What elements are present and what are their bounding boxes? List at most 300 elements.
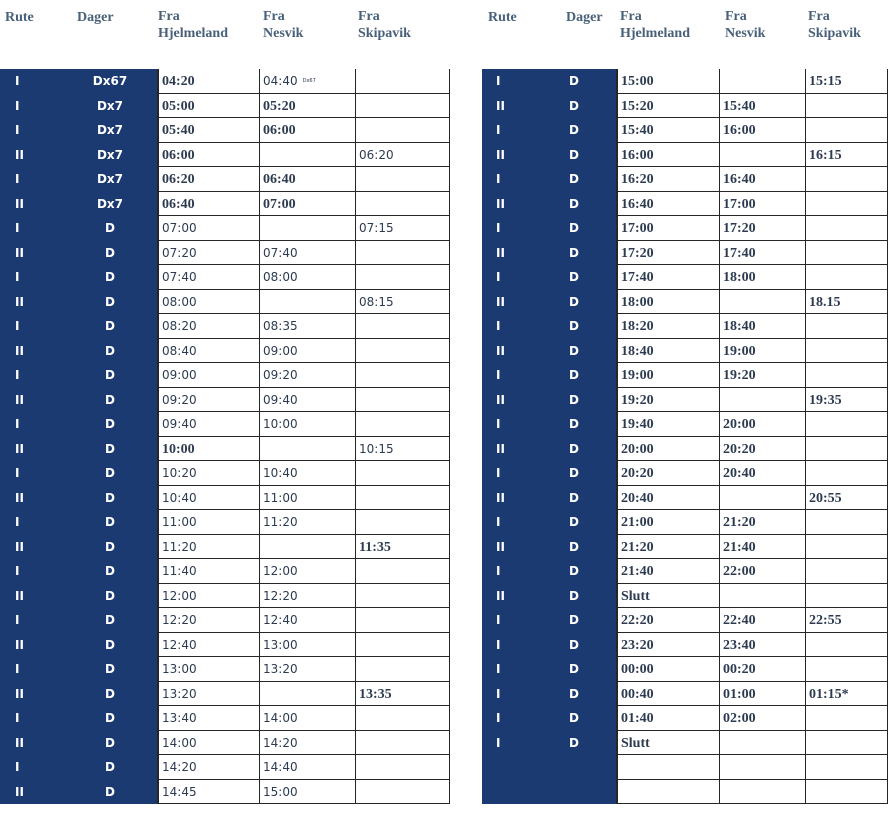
hjelmeland-cell bbox=[157, 706, 259, 731]
nesvik-cell bbox=[259, 486, 355, 511]
skipavik-cell bbox=[355, 69, 450, 94]
dager-value: D bbox=[569, 123, 579, 137]
rute-value: II bbox=[496, 294, 505, 309]
dager-value: D bbox=[569, 417, 579, 431]
nesvik-cell bbox=[259, 363, 355, 388]
hjelmeland-time: 13:20 bbox=[162, 686, 197, 701]
hjelmeland-cell bbox=[157, 118, 259, 143]
hjelmeland-cell bbox=[616, 118, 719, 143]
rute-value: I bbox=[15, 760, 20, 774]
skipavik-cell bbox=[805, 118, 888, 143]
hjelmeland-time: 21:40 bbox=[621, 564, 654, 579]
hjelmeland-cell bbox=[157, 265, 259, 290]
hjelmeland-time: 04:20 bbox=[162, 74, 195, 89]
skipavik-cell bbox=[355, 461, 450, 486]
header-rute: Rute bbox=[488, 10, 517, 25]
hjelmeland-time: 19:20 bbox=[621, 392, 654, 408]
skipavik-time: 18.15 bbox=[809, 294, 841, 310]
nesvik-cell bbox=[719, 167, 805, 192]
dager-value: D bbox=[569, 319, 579, 333]
rute-value: I bbox=[15, 368, 20, 382]
nesvik-time: 14:00 bbox=[263, 711, 298, 725]
nesvik-time: 09:00 bbox=[263, 343, 298, 358]
hjelmeland-time: 17:40 bbox=[621, 270, 654, 285]
hjelmeland-cell bbox=[157, 486, 259, 511]
dager-value: D bbox=[569, 490, 579, 505]
nesvik-cell bbox=[719, 780, 805, 805]
hjelmeland-time: 00:40 bbox=[621, 686, 654, 702]
skipavik-cell bbox=[805, 363, 888, 388]
rute-value: I bbox=[15, 74, 20, 88]
rute-value: I bbox=[496, 74, 501, 88]
hjelmeland-time: Slutt bbox=[621, 735, 650, 751]
dager-value: D bbox=[569, 613, 579, 627]
dager-value: D bbox=[569, 539, 579, 554]
hjelmeland-time: 15:00 bbox=[621, 74, 654, 89]
hjelmeland-cell bbox=[616, 265, 719, 290]
nesvik-cell bbox=[259, 535, 355, 560]
hjelmeland-time: 05:00 bbox=[162, 98, 195, 114]
header-hjelmeland: Fra Hjelmeland bbox=[620, 9, 690, 41]
hjelmeland-time: 11:20 bbox=[162, 539, 197, 554]
skipavik-cell bbox=[355, 486, 450, 511]
rute-value: II bbox=[15, 147, 24, 162]
hjelmeland-time: 11:00 bbox=[162, 515, 197, 529]
dager-value: D bbox=[569, 466, 579, 480]
route-day-band bbox=[482, 755, 616, 780]
dager-value: Dx67 bbox=[92, 74, 128, 88]
skipavik-cell bbox=[355, 388, 450, 413]
hjelmeland-time: 08:40 bbox=[162, 343, 197, 358]
header-skipavik: Fra Skipavik bbox=[808, 9, 861, 41]
hjelmeland-time: 21:00 bbox=[621, 515, 654, 530]
dager-value: D bbox=[569, 441, 579, 456]
hjelmeland-cell bbox=[616, 192, 719, 217]
skipavik-cell bbox=[805, 731, 888, 756]
rute-value: II bbox=[496, 490, 505, 505]
header-hjelmeland: Fra Hjelmeland bbox=[158, 9, 228, 41]
hjelmeland-time: 19:00 bbox=[621, 368, 654, 383]
hjelmeland-cell bbox=[616, 167, 719, 192]
rute-value: I bbox=[15, 515, 20, 529]
dager-value: D bbox=[105, 294, 115, 309]
dager-value: D bbox=[105, 711, 115, 725]
dager-value: D bbox=[569, 172, 579, 186]
hjelmeland-time: 09:00 bbox=[162, 368, 197, 382]
hjelmeland-cell bbox=[616, 290, 719, 315]
nesvik-cell bbox=[719, 143, 805, 168]
skipavik-cell bbox=[355, 437, 450, 462]
hjelmeland-time: 07:00 bbox=[162, 221, 197, 235]
hjelmeland-cell bbox=[616, 461, 719, 486]
nesvik-time: 14:40 bbox=[263, 760, 298, 774]
header-dager: Dager bbox=[566, 10, 603, 25]
hjelmeland-time: 15:20 bbox=[621, 98, 654, 114]
skipavik-cell bbox=[355, 608, 450, 633]
nesvik-note: Dx67 bbox=[302, 78, 316, 84]
nesvik-time: 08:35 bbox=[263, 319, 298, 333]
nesvik-time: 23:40 bbox=[723, 637, 756, 653]
rute-value: I bbox=[15, 711, 20, 725]
hjelmeland-time: 21:20 bbox=[621, 539, 654, 555]
hjelmeland-time: 19:40 bbox=[621, 417, 654, 432]
skipavik-cell bbox=[355, 657, 450, 682]
hjelmeland-time: 07:20 bbox=[162, 245, 197, 260]
rute-value: I bbox=[496, 417, 501, 431]
nesvik-time: 02:00 bbox=[723, 711, 756, 726]
skipavik-cell bbox=[355, 706, 450, 731]
nesvik-cell bbox=[719, 94, 805, 119]
dager-value: D bbox=[569, 735, 579, 750]
skipavik-cell bbox=[805, 241, 888, 266]
hjelmeland-cell bbox=[616, 216, 719, 241]
nesvik-cell bbox=[719, 363, 805, 388]
hjelmeland-cell bbox=[157, 755, 259, 780]
skipavik-cell bbox=[355, 94, 450, 119]
hjelmeland-time: 14:00 bbox=[162, 735, 197, 750]
skipavik-time: 11:35 bbox=[359, 539, 391, 555]
hjelmeland-time: 14:20 bbox=[162, 760, 197, 774]
rute-value: I bbox=[15, 417, 20, 431]
hjelmeland-cell bbox=[157, 69, 259, 94]
hjelmeland-cell bbox=[157, 535, 259, 560]
dager-value: D bbox=[105, 637, 115, 652]
hjelmeland-cell bbox=[157, 216, 259, 241]
hjelmeland-time: 13:00 bbox=[162, 662, 197, 676]
hjelmeland-cell bbox=[616, 412, 719, 437]
nesvik-cell bbox=[719, 265, 805, 290]
hjelmeland-cell bbox=[616, 143, 719, 168]
skipavik-cell bbox=[805, 265, 888, 290]
dager-value: D bbox=[105, 417, 115, 431]
nesvik-cell bbox=[259, 216, 355, 241]
nesvik-cell bbox=[719, 69, 805, 94]
rute-value: I bbox=[496, 466, 501, 480]
skipavik-cell bbox=[805, 584, 888, 609]
skipavik-cell bbox=[805, 535, 888, 560]
nesvik-cell bbox=[259, 388, 355, 413]
dager-value: D bbox=[569, 147, 579, 162]
hjelmeland-cell bbox=[157, 388, 259, 413]
rute-value: I bbox=[15, 123, 20, 137]
nesvik-cell bbox=[719, 118, 805, 143]
rute-value: I bbox=[496, 270, 501, 284]
nesvik-cell bbox=[259, 241, 355, 266]
skipavik-cell bbox=[805, 94, 888, 119]
hjelmeland-cell bbox=[616, 731, 719, 756]
hjelmeland-cell bbox=[616, 584, 719, 609]
hjelmeland-time: 17:00 bbox=[621, 221, 654, 236]
skipavik-cell bbox=[355, 412, 450, 437]
rute-value: I bbox=[15, 466, 20, 480]
nesvik-time: 01:00 bbox=[723, 686, 756, 702]
rute-value: II bbox=[15, 490, 24, 505]
rute-value: I bbox=[496, 662, 501, 676]
hjelmeland-time: 05:40 bbox=[162, 123, 195, 138]
nesvik-cell bbox=[259, 706, 355, 731]
skipavik-cell bbox=[805, 167, 888, 192]
rute-value: I bbox=[15, 221, 20, 235]
hjelmeland-time: 09:40 bbox=[162, 417, 197, 431]
hjelmeland-time: 18:20 bbox=[621, 319, 654, 334]
nesvik-cell bbox=[259, 461, 355, 486]
rute-value: II bbox=[496, 147, 505, 162]
rute-value: II bbox=[15, 735, 24, 750]
header-nesvik: Fra Nesvik bbox=[263, 9, 304, 41]
rute-value: I bbox=[15, 662, 20, 676]
nesvik-time: 22:40 bbox=[723, 613, 756, 628]
nesvik-cell bbox=[719, 731, 805, 756]
nesvik-cell bbox=[719, 437, 805, 462]
dager-value: D bbox=[105, 784, 115, 799]
skipavik-cell bbox=[355, 731, 450, 756]
nesvik-cell bbox=[719, 216, 805, 241]
skipavik-cell bbox=[355, 633, 450, 658]
hjelmeland-cell bbox=[157, 290, 259, 315]
dager-value: D bbox=[105, 539, 115, 554]
dager-value: Dx7 bbox=[96, 196, 124, 211]
dager-value: D bbox=[105, 392, 115, 407]
rute-value: II bbox=[15, 196, 24, 211]
skipavik-time: 01:15* bbox=[809, 686, 849, 702]
skipavik-cell bbox=[355, 290, 450, 315]
nesvik-time: 05:20 bbox=[263, 98, 296, 114]
skipavik-cell bbox=[805, 69, 888, 94]
hjelmeland-cell bbox=[616, 339, 719, 364]
rute-value: I bbox=[15, 319, 20, 333]
hjelmeland-time: 12:20 bbox=[162, 613, 197, 627]
skipavik-time: 16:15 bbox=[809, 147, 842, 163]
nesvik-time: 15:40 bbox=[723, 98, 756, 114]
dager-value: D bbox=[569, 564, 579, 578]
hjelmeland-time: 10:20 bbox=[162, 466, 197, 480]
hjelmeland-time: 09:20 bbox=[162, 392, 197, 407]
hjelmeland-cell bbox=[616, 755, 719, 780]
nesvik-cell bbox=[719, 241, 805, 266]
nesvik-cell bbox=[719, 633, 805, 658]
nesvik-time: 20:00 bbox=[723, 417, 756, 432]
rute-value: I bbox=[496, 172, 501, 186]
dager-value: D bbox=[105, 760, 115, 774]
header-nesvik: Fra Nesvik bbox=[725, 9, 766, 41]
nesvik-cell bbox=[259, 608, 355, 633]
hjelmeland-cell bbox=[616, 535, 719, 560]
skipavik-cell bbox=[805, 608, 888, 633]
skipavik-cell bbox=[355, 584, 450, 609]
nesvik-cell bbox=[259, 657, 355, 682]
hjelmeland-time: 12:00 bbox=[162, 588, 197, 603]
skipavik-cell bbox=[355, 192, 450, 217]
nesvik-cell bbox=[259, 412, 355, 437]
nesvik-cell bbox=[259, 731, 355, 756]
skipavik-cell bbox=[355, 780, 450, 805]
hjelmeland-cell bbox=[157, 437, 259, 462]
nesvik-cell bbox=[719, 682, 805, 707]
hjelmeland-cell bbox=[157, 314, 259, 339]
rute-value: II bbox=[15, 539, 24, 554]
dager-value: D bbox=[105, 245, 115, 260]
nesvik-time: 20:40 bbox=[723, 466, 756, 481]
rute-value: I bbox=[15, 172, 20, 186]
skipavik-cell bbox=[805, 192, 888, 217]
hjelmeland-time: 16:20 bbox=[621, 172, 654, 187]
nesvik-cell bbox=[259, 510, 355, 535]
rute-value: I bbox=[15, 613, 20, 627]
nesvik-time: 04:40 Dx67 bbox=[263, 74, 316, 88]
nesvik-cell bbox=[259, 265, 355, 290]
hjelmeland-time: 11:40 bbox=[162, 564, 197, 578]
nesvik-cell bbox=[719, 339, 805, 364]
skipavik-cell bbox=[355, 755, 450, 780]
skipavik-time: 13:35 bbox=[359, 686, 392, 702]
nesvik-cell bbox=[259, 339, 355, 364]
nesvik-cell bbox=[259, 584, 355, 609]
nesvik-time: 18:40 bbox=[723, 319, 756, 334]
hjelmeland-cell bbox=[157, 143, 259, 168]
skipavik-cell bbox=[355, 559, 450, 584]
rute-value: II bbox=[496, 441, 505, 456]
hjelmeland-time: 22:20 bbox=[621, 613, 654, 628]
dager-value: D bbox=[105, 662, 115, 676]
skipavik-cell bbox=[805, 143, 888, 168]
hjelmeland-time: 20:40 bbox=[621, 490, 654, 506]
nesvik-cell bbox=[259, 755, 355, 780]
rute-value: I bbox=[15, 270, 20, 284]
nesvik-cell bbox=[259, 167, 355, 192]
skipavik-cell bbox=[355, 143, 450, 168]
skipavik-cell bbox=[805, 633, 888, 658]
hjelmeland-cell bbox=[157, 780, 259, 805]
nesvik-time: 07:40 bbox=[263, 245, 298, 260]
nesvik-time: 10:00 bbox=[263, 417, 298, 431]
hjelmeland-cell bbox=[157, 559, 259, 584]
nesvik-time: 12:00 bbox=[263, 564, 298, 578]
skipavik-time: 10:15 bbox=[359, 441, 394, 456]
rute-value: II bbox=[15, 343, 24, 358]
dager-value: D bbox=[569, 662, 579, 676]
hjelmeland-time: 17:20 bbox=[621, 245, 654, 261]
skipavik-time: 07:15 bbox=[359, 221, 394, 235]
nesvik-cell bbox=[719, 559, 805, 584]
dager-value: D bbox=[105, 735, 115, 750]
rute-value: II bbox=[15, 245, 24, 260]
rute-value: I bbox=[496, 686, 501, 701]
hjelmeland-cell bbox=[616, 241, 719, 266]
dager-value: D bbox=[105, 588, 115, 603]
nesvik-cell bbox=[719, 486, 805, 511]
hjelmeland-time: 07:40 bbox=[162, 270, 197, 284]
rute-value: I bbox=[496, 637, 501, 652]
dager-value: D bbox=[105, 613, 115, 627]
nesvik-time: 17:20 bbox=[723, 221, 756, 236]
dager-value: D bbox=[569, 515, 579, 529]
hjelmeland-time: 16:40 bbox=[621, 196, 654, 212]
rute-value: II bbox=[496, 98, 505, 113]
rute-value: I bbox=[496, 123, 501, 137]
rute-value: I bbox=[496, 711, 501, 725]
skipavik-cell bbox=[805, 780, 888, 805]
rute-value: I bbox=[496, 613, 501, 627]
skipavik-time: 06:20 bbox=[359, 147, 394, 162]
hjelmeland-cell bbox=[157, 167, 259, 192]
skipavik-cell bbox=[805, 388, 888, 413]
nesvik-cell bbox=[719, 584, 805, 609]
nesvik-time: 11:20 bbox=[263, 515, 298, 529]
hjelmeland-cell bbox=[157, 94, 259, 119]
dager-value: D bbox=[105, 564, 115, 578]
skipavik-cell bbox=[355, 682, 450, 707]
dager-value: D bbox=[569, 98, 579, 113]
nesvik-time: 16:40 bbox=[723, 172, 756, 187]
hjelmeland-cell bbox=[616, 682, 719, 707]
nesvik-cell bbox=[259, 192, 355, 217]
dager-value: D bbox=[105, 221, 115, 235]
dager-value: D bbox=[569, 74, 579, 88]
nesvik-time: 17:00 bbox=[723, 196, 756, 212]
nesvik-time: 13:20 bbox=[263, 662, 298, 676]
rute-value: I bbox=[15, 564, 20, 578]
hjelmeland-cell bbox=[157, 412, 259, 437]
hjelmeland-time: 20:20 bbox=[621, 466, 654, 481]
nesvik-cell bbox=[259, 780, 355, 805]
nesvik-cell bbox=[719, 706, 805, 731]
skipavik-cell bbox=[355, 241, 450, 266]
rute-value: II bbox=[15, 294, 24, 309]
skipavik-cell bbox=[805, 510, 888, 535]
hjelmeland-cell bbox=[157, 461, 259, 486]
nesvik-cell bbox=[719, 535, 805, 560]
nesvik-cell bbox=[719, 608, 805, 633]
nesvik-cell bbox=[259, 290, 355, 315]
skipavik-time: 15:15 bbox=[809, 74, 842, 89]
nesvik-time: 06:40 bbox=[263, 172, 296, 187]
header-skipavik: Fra Skipavik bbox=[358, 9, 411, 41]
skipavik-time: 19:35 bbox=[809, 392, 842, 408]
nesvik-time: 17:40 bbox=[723, 245, 756, 261]
rute-value: I bbox=[496, 515, 501, 529]
skipavik-cell bbox=[805, 682, 888, 707]
hjelmeland-cell bbox=[157, 731, 259, 756]
rute-value: I bbox=[496, 319, 501, 333]
nesvik-time: 12:40 bbox=[263, 613, 298, 627]
dager-value: D bbox=[105, 490, 115, 505]
hjelmeland-time: 06:00 bbox=[162, 147, 195, 163]
nesvik-time: 00:20 bbox=[723, 662, 756, 677]
skipavik-cell bbox=[355, 118, 450, 143]
skipavik-cell bbox=[805, 706, 888, 731]
hjelmeland-cell bbox=[157, 510, 259, 535]
hjelmeland-time: 20:00 bbox=[621, 441, 654, 457]
hjelmeland-cell bbox=[616, 633, 719, 658]
rute-value: II bbox=[15, 637, 24, 652]
nesvik-cell bbox=[719, 192, 805, 217]
skipavik-cell bbox=[805, 339, 888, 364]
dager-value: D bbox=[105, 319, 115, 333]
skipavik-cell bbox=[355, 265, 450, 290]
dager-value: D bbox=[105, 270, 115, 284]
nesvik-time: 10:40 bbox=[263, 466, 298, 480]
hjelmeland-cell bbox=[157, 633, 259, 658]
rute-value: II bbox=[15, 784, 24, 799]
dager-value: D bbox=[105, 441, 115, 456]
dager-value: D bbox=[569, 221, 579, 235]
rute-value: II bbox=[496, 343, 505, 358]
skipavik-cell bbox=[355, 535, 450, 560]
nesvik-time: 09:40 bbox=[263, 392, 298, 407]
dager-value: D bbox=[569, 196, 579, 211]
dager-value: D bbox=[569, 711, 579, 725]
skipavik-cell bbox=[355, 216, 450, 241]
